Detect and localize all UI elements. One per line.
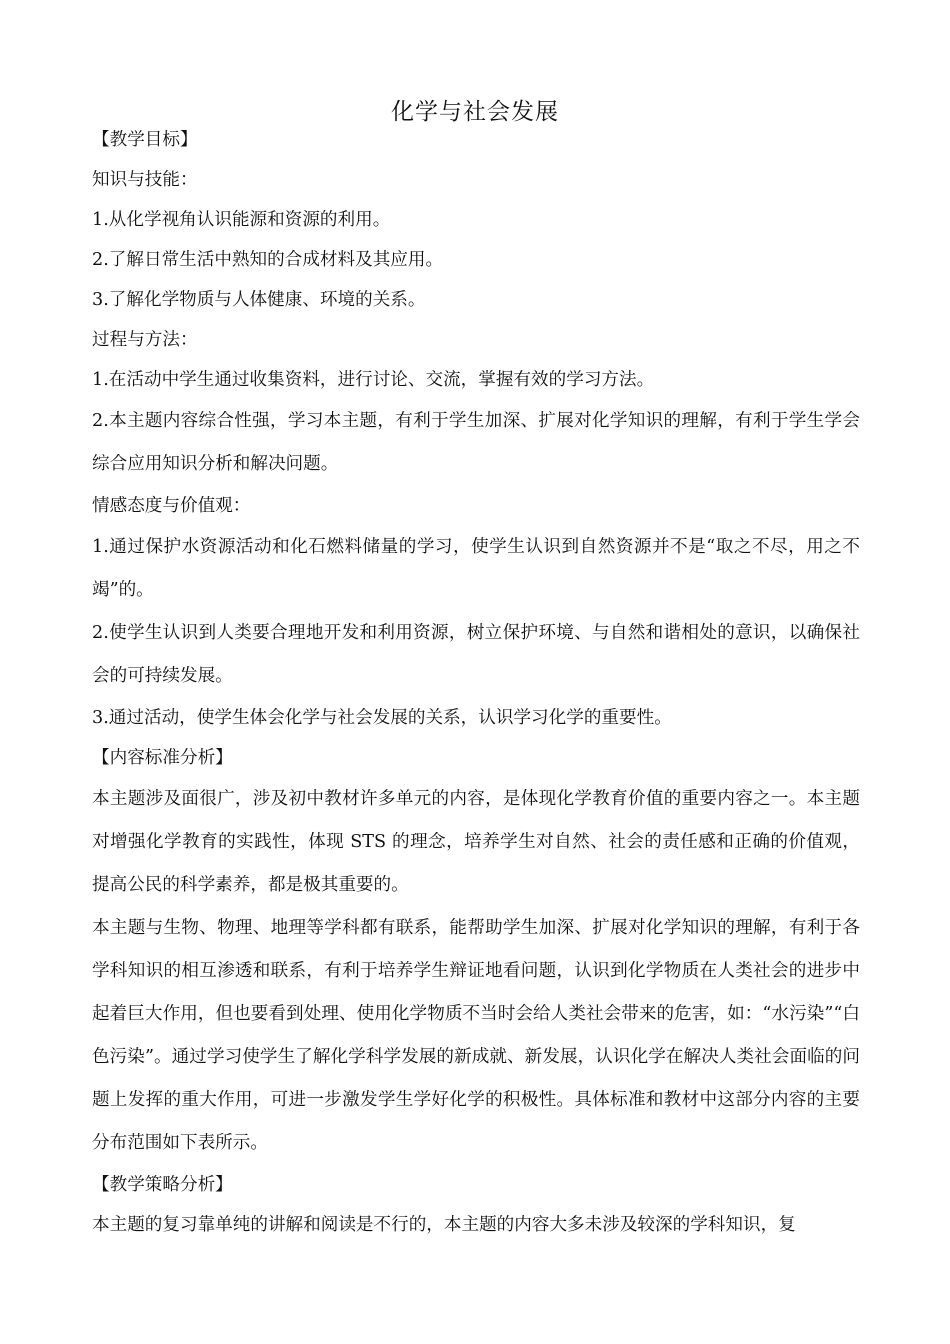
attitude-item-1: 1.通过保护水资源活动和化石燃料储量的学习，使学生认识到自然资源并不是“取之不尽，用之不竭”的。 — [92, 537, 860, 600]
knowledge-item-3: 3.了解化学物质与人体健康、环境的关系。 — [92, 290, 426, 310]
knowledge-item-1: 1.从化学视角认识能源和资源的利用。 — [92, 210, 391, 230]
section-heading-teaching-strategy: 【教学策略分析】 — [92, 1175, 233, 1195]
process-item-2: 2.本主题内容综合性强，学习本主题，有利于学生加深、扩展对化学知识的理解，有利于学生学会综合应用知识分析和解决问题。 — [92, 411, 860, 474]
content-standard-paragraph-1: 本主题涉及面很广，涉及初中教材许多单元的内容，是体现化学教育价值的重要内容之一。本主题对增强化学教育的实践性，体现 STS 的理念，培养学生对自然、社会的责任感和正确的价值观，提高公民的科学素养，都是极其重要的。 — [92, 789, 860, 895]
content-standard-paragraph-2: 本主题与生物、物理、地理等学科都有联系，能帮助学生加深、扩展对化学知识的理解，有利于各学科知识的相互渗透和联系，有利于培养学生辩证地看问题，认识到化学物质在人类社会的进步中起着巨大作用，但也要看到处理、使用化学物质不当时会给人类社会带来的危害，如：“水污染”“白色污染”。通过学习使学生了解化学科学发展的新成就、新发展，认识化学在解决人类社会面临的问题上发挥的重大作用，可进一步激发学生学好化学的积极性。具体标准和教材中这部分内容的主要分布范围如下表所示。 — [92, 918, 860, 1153]
subheading-attitude-values: 情感态度与价值观： — [92, 496, 251, 516]
attitude-item-3: 3.通过活动，使学生体会化学与社会发展的关系，认识学习化学的重要性。 — [92, 708, 672, 728]
subheading-process-methods: 过程与方法： — [92, 330, 198, 350]
attitude-item-2: 2.使学生认识到人类要合理地开发和利用资源，树立保护环境、与自然和谐相处的意识，以确保社会的可持续发展。 — [92, 623, 860, 686]
subheading-knowledge-skills: 知识与技能： — [92, 170, 198, 190]
document-body — [92, 120, 860, 1245]
section-heading-teaching-goals: 【教学目标】 — [92, 130, 198, 150]
section-heading-content-standard: 【内容标准分析】 — [92, 748, 233, 768]
knowledge-item-2: 2.了解日常生活中熟知的合成材料及其应用。 — [92, 250, 444, 270]
process-item-1: 1.在活动中学生通过收集资料，进行讨论、交流，掌握有效的学习方法。 — [92, 370, 655, 390]
page-title: 化学与社会发展 — [391, 99, 559, 125]
teaching-strategy-paragraph: 本主题的复习靠单纯的讲解和阅读是不行的，本主题的内容大多未涉及较深的学科知识，复 — [92, 1215, 796, 1235]
